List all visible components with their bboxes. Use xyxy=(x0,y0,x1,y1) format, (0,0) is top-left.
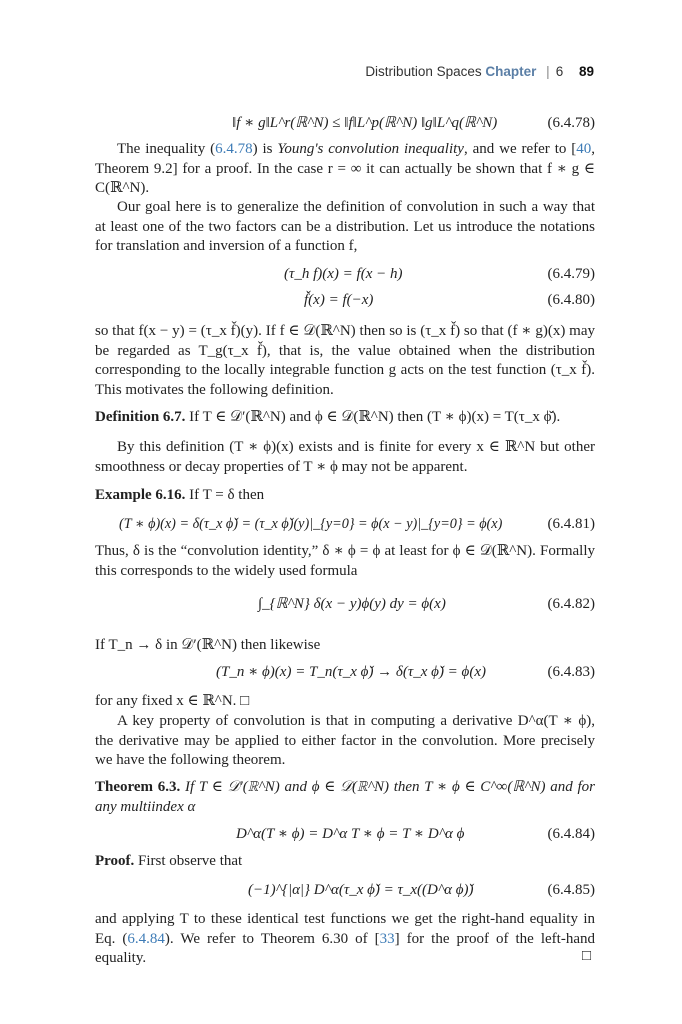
equation-6-4-84: D^α(T ∗ ϕ) = D^α T ∗ ϕ = T ∗ D^α ϕ xyxy=(236,826,465,842)
paragraph: By this definition (T ∗ ϕ)(x) exists and is finite for every x ∈ ℝ^N but other smoothness or decay properties of T ∗ ϕ may not be apparent. xyxy=(95,439,595,475)
example-label: Example 6.16. xyxy=(95,487,186,503)
citation-link[interactable]: 40 xyxy=(576,141,592,157)
paragraph: Thus, δ is the “convolution identity,” δ ∗ ϕ = ϕ at least for ϕ ∈ 𝒟(ℝ^N). Formally this corresponds to the widely used formula xyxy=(95,543,595,579)
theorem-label: Theorem 6.3. xyxy=(95,779,181,795)
equation-number: (6.4.82) xyxy=(547,596,595,612)
equation-6-4-82: ∫_{ℝ^N} δ(x − y)ϕ(y) dy = ϕ(x) xyxy=(258,596,446,612)
ref-link[interactable]: 6.4.78 xyxy=(215,141,253,157)
equation-6-4-85: (−1)^{|α|} D^α(τ_x ϕ̌) = τ_x((D^α ϕ)̌) xyxy=(248,882,474,898)
example: Example 6.16. If T = δ then xyxy=(95,487,265,503)
paragraph: and applying T to these identical test functions we get the right-hand equality in Eq. (6.4.84). We refer to Theorem 6.30 of [33] for the proof of the left-hand equality. xyxy=(95,911,595,966)
theorem: Theorem 6.3. If T ∈ 𝒟′(ℝ^N) and ϕ ∈ 𝒟(ℝ^N) then T ∗ ϕ ∈ C^∞(ℝ^N) and for any multiindex α xyxy=(95,779,595,815)
paragraph: A key property of convolution is that in computing a derivative D^α(T ∗ ϕ), the derivative may be applied to either factor in the convolution. More precisely we have the following theorem. xyxy=(95,713,595,768)
equation-number: (6.4.78) xyxy=(547,115,595,131)
proof-label: Proof. xyxy=(95,853,135,869)
equation-6-4-78: ‖f ∗ g‖L^r(ℝ^N) ≤ ‖f‖L^p(ℝ^N) ‖g‖L^q(ℝ^N) xyxy=(232,115,498,131)
equation-6-4-83: (T_n ∗ ϕ)(x) = T_n(τ_x ϕ̌) → δ(τ_x ϕ̌) = ϕ(x) xyxy=(216,664,486,680)
running-header xyxy=(365,64,594,79)
ref-link[interactable]: 6.4.84 xyxy=(127,930,165,947)
definition: Definition 6.7. If T ∈ 𝒟′(ℝ^N) and ϕ ∈ 𝒟(ℝ^N) then (T ∗ ϕ)(x) = T(τ_x ϕ̌). xyxy=(95,409,561,425)
header-chapter-num: 6 xyxy=(555,64,564,79)
equation-number: (6.4.84) xyxy=(547,826,595,842)
paragraph: Our goal here is to generalize the definition of convolution in such a way that at least one of the two factors can be a distribution. Let us introduce the notations for translation and inversion of a function f, xyxy=(95,199,595,254)
equation-6-4-79: (τ_h f)(x) = f(x − h) xyxy=(284,266,403,282)
equation-number: (6.4.80) xyxy=(547,292,595,308)
paragraph: If T_n → δ in 𝒟′(ℝ^N) then likewise xyxy=(95,637,321,653)
header-title: Distribution Spaces xyxy=(365,64,482,79)
equation-number: (6.4.83) xyxy=(547,664,595,680)
header-separator: | xyxy=(546,64,550,79)
paragraph: The inequality (6.4.78) is Young's convolution inequality, and we refer to [40, Theorem 9.2] for a proof. In the case r = ∞ it can actually be shown that f ∗ g ∈ C(ℝ^N). xyxy=(95,141,595,196)
definition-label: Definition 6.7. xyxy=(95,409,186,425)
equation-6-4-80: f̌(x) = f(−x) xyxy=(304,292,374,308)
equation-number: (6.4.79) xyxy=(547,266,595,282)
paragraph: so that f(x − y) = (τ_x f̌)(y). If f ∈ 𝒟(ℝ^N) then so is (τ_x f̌) so that (f ∗ g)(x) may be regarded as T_g(τ_x f̌), that is, the value obtained when the distribution corresponding to the locally integrable function g acts on the test function (τ_x f̌). This motivates the following definition. xyxy=(95,323,595,398)
qed-symbol: □ xyxy=(582,948,592,964)
proof: Proof. First observe that xyxy=(95,853,243,869)
paragraph: for any fixed x ∈ ℝ^N. □ xyxy=(95,693,250,709)
equation-6-4-81: (T ∗ ϕ)(x) = δ(τ_x ϕ̌) = (τ_x ϕ̌)(y)|_{y=0} = ϕ(x − y)|_{y=0} = ϕ(x) xyxy=(119,516,503,532)
header-chapter: Chapter xyxy=(485,64,537,79)
page-number: 89 xyxy=(578,64,594,79)
equation-number: (6.4.81) xyxy=(547,516,595,532)
citation-link[interactable]: 33 xyxy=(379,930,395,947)
equation-number: (6.4.85) xyxy=(547,882,595,898)
